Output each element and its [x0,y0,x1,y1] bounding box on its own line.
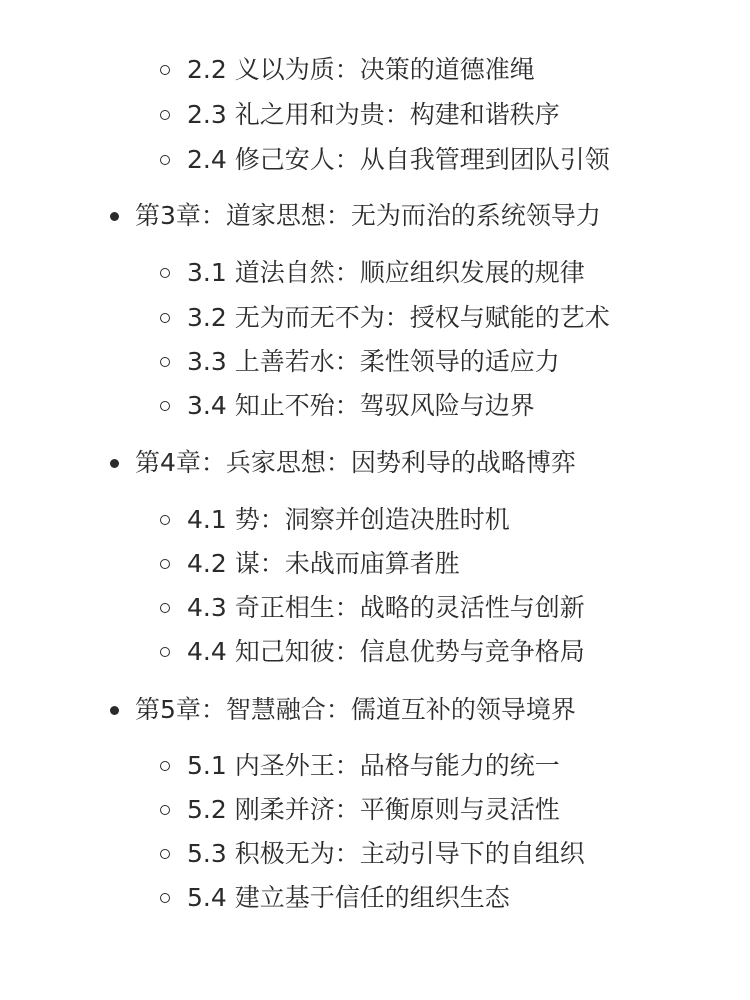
subsection-item [160,632,585,672]
subsection-item [160,544,460,584]
circle-bullet-icon [160,805,170,815]
disc-bullet-icon [110,706,119,715]
circle-bullet-icon [160,401,170,411]
subsection-title: 2.4 修己安人：从自我管理到团队引领 [187,145,610,174]
subsection-title: 4.3 奇正相生：战略的灵活性与创新 [187,593,585,622]
subsection-title: 3.1 道法自然：顺应组织发展的规律 [187,258,585,287]
subsection-item [160,878,510,918]
subsection-item [160,95,560,135]
subsection-title: 3.4 知止不殆：驾驭风险与边界 [187,391,535,420]
subsection-title: 5.2 刚柔并济：平衡原则与灵活性 [187,795,560,824]
circle-bullet-icon [160,65,170,75]
subsection-item [160,342,560,382]
circle-bullet-icon [160,893,170,903]
chapter-item [110,690,576,730]
chapter-title: 第5章：智慧融合：儒道互补的领导境界 [135,695,576,724]
circle-bullet-icon [160,155,170,165]
circle-bullet-icon [160,647,170,657]
circle-bullet-icon [160,559,170,569]
subsection-title: 3.2 无为而无不为：授权与赋能的艺术 [187,303,610,332]
circle-bullet-icon [160,761,170,771]
circle-bullet-icon [160,268,170,278]
subsection-item [160,746,560,786]
subsection-title: 3.3 上善若水：柔性领导的适应力 [187,347,560,376]
subsection-title: 2.2 义以为质：决策的道德准绳 [187,55,535,84]
chapter-title: 第4章：兵家思想：因势利导的战略博弈 [135,448,576,477]
subsection-item [160,834,585,874]
circle-bullet-icon [160,357,170,367]
subsection-title: 5.1 内圣外王：品格与能力的统一 [187,751,560,780]
subsection-item [160,298,610,338]
chapter-item [110,443,576,483]
subsection-title: 4.2 谋：未战而庙算者胜 [187,549,460,578]
disc-bullet-icon [110,212,119,221]
circle-bullet-icon [160,110,170,120]
subsection-item [160,790,560,830]
subsection-item [160,588,585,628]
subsection-title: 2.3 礼之用和为贵：构建和谐秩序 [187,100,560,129]
subsection-item [160,50,535,90]
subsection-title: 5.4 建立基于信任的组织生态 [187,883,510,912]
subsection-item [160,500,510,540]
chapter-item [110,196,601,236]
circle-bullet-icon [160,313,170,323]
subsection-title: 4.4 知己知彼：信息优势与竞争格局 [187,637,585,666]
circle-bullet-icon [160,603,170,613]
circle-bullet-icon [160,849,170,859]
disc-bullet-icon [110,459,119,468]
chapter-title: 第3章：道家思想：无为而治的系统领导力 [135,201,601,230]
subsection-item [160,140,610,180]
circle-bullet-icon [160,515,170,525]
subsection-item [160,253,585,293]
subsection-item [160,386,535,426]
subsection-title: 5.3 积极无为：主动引导下的自组织 [187,839,585,868]
subsection-title: 4.1 势：洞察并创造决胜时机 [187,505,510,534]
